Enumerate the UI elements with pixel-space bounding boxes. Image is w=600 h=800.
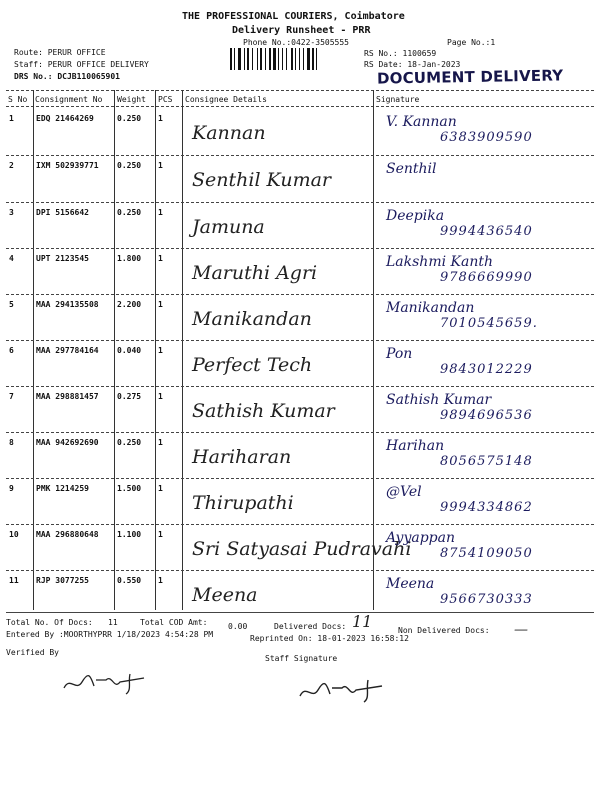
barcode-bar	[238, 48, 241, 70]
row-sno: 7	[9, 392, 14, 401]
verified-by-label: Verified By	[6, 648, 59, 657]
row-pcs: 1	[158, 484, 163, 493]
barcode-bar	[260, 48, 262, 70]
barcode-bar	[273, 48, 276, 70]
delivered-value: 11	[352, 612, 373, 631]
row-pcs: 1	[158, 392, 163, 401]
row-sno: 11	[9, 576, 19, 585]
row-weight: 0.250	[117, 208, 142, 217]
row-sno: 8	[9, 438, 14, 447]
barcode-bar	[299, 48, 300, 70]
row-consignee: Jamuna	[192, 216, 265, 238]
barcode	[230, 48, 354, 70]
staff: Staff: PERUR OFFICE DELIVERY	[14, 60, 149, 69]
reprinted-on: Reprinted On: 18-01-2023 16:58:12	[250, 634, 409, 643]
drs-number: DRS No.: DCJB110065901	[14, 72, 120, 81]
row-consignment-no: DPI 5156642	[36, 208, 89, 217]
verified-by-signature	[60, 668, 160, 696]
row-pcs: 1	[158, 300, 163, 309]
barcode-bar	[269, 48, 271, 70]
row-pcs: 1	[158, 576, 163, 585]
row-sno: 2	[9, 161, 14, 170]
row-weight: 0.250	[117, 438, 142, 447]
row-weight: 1.500	[117, 484, 142, 493]
row-sno: 3	[9, 208, 14, 217]
barcode-bar	[307, 48, 310, 70]
barcode-bar	[252, 48, 253, 70]
row-consignment-no: MAA 294135508	[36, 300, 99, 309]
row-pcs: 1	[158, 346, 163, 355]
row-pcs: 1	[158, 208, 163, 217]
row-sno: 6	[9, 346, 14, 355]
barcode-bar	[230, 48, 232, 70]
row-weight: 0.040	[117, 346, 142, 355]
row-consignment-no: IXM 502939771	[36, 161, 99, 170]
barcode-bar	[257, 48, 258, 70]
delivered-label: Delivered Docs:	[274, 622, 347, 631]
row-consignment-no: MAA 297784164	[36, 346, 99, 355]
row-signature-name: Deepika	[386, 208, 445, 224]
row-divider	[6, 478, 594, 479]
row-consignment-no: MAA 298881457	[36, 392, 99, 401]
col-pcs: PCS	[158, 95, 173, 104]
row-pcs: 1	[158, 530, 163, 539]
row-consignment-no: RJP 3077255	[36, 576, 89, 585]
row-consignee: Senthil Kumar	[192, 169, 332, 191]
row-consignment-no: MAA 296880648	[36, 530, 99, 539]
row-weight: 0.250	[117, 161, 142, 170]
row-signature-name: @Vel	[386, 484, 422, 500]
row-consignment-no: EDQ 21464269	[36, 114, 94, 123]
row-consignee: Sathish Kumar	[192, 400, 335, 422]
barcode-bar	[265, 48, 266, 70]
non-delivered-value: —	[514, 622, 528, 638]
row-weight: 1.100	[117, 530, 142, 539]
col-consignment: Consignment No	[35, 95, 103, 104]
row-consignee: Sri Satyasai Pudravahi	[192, 538, 412, 560]
row-signature-name: Sathish Kumar	[386, 392, 492, 408]
row-weight: 2.200	[117, 300, 142, 309]
company-name: THE PROFESSIONAL COURIERS, Coimbatore	[182, 11, 405, 22]
row-consignment-no: MAA 942692690	[36, 438, 99, 447]
row-signature-name: Meena	[386, 576, 435, 592]
phone-number: Phone No.:0422-3505555	[243, 38, 349, 47]
row-pcs: 1	[158, 114, 163, 123]
row-weight: 0.250	[117, 114, 142, 123]
barcode-bar	[286, 48, 287, 70]
row-consignee: Thirupathi	[192, 492, 294, 514]
barcode-bar	[278, 48, 279, 70]
non-delivered-label: Non Delivered Docs:	[398, 626, 490, 635]
row-signature-name: Ayyappan	[386, 530, 455, 546]
row-consignment-no: UPT 2123545	[36, 254, 89, 263]
sheet-title: Delivery Runsheet - PRR	[232, 25, 371, 36]
row-consignee: Perfect Tech	[192, 354, 313, 376]
barcode-bar	[312, 48, 314, 70]
row-signature-phone: 9994334862	[440, 500, 533, 515]
total-docs-value: 11	[108, 618, 118, 627]
row-signature-name: Lakshmi Kanth	[386, 254, 493, 270]
cod-label: Total COD Amt:	[140, 618, 208, 627]
row-sno: 5	[9, 300, 14, 309]
row-consignee: Hariharan	[192, 446, 292, 468]
total-docs-label: Total No. Of Docs:	[6, 618, 93, 627]
cod-value: 0.00	[228, 622, 248, 631]
row-sno: 1	[9, 114, 14, 123]
row-divider	[6, 340, 594, 341]
row-sno: 4	[9, 254, 14, 263]
row-pcs: 1	[158, 161, 163, 170]
barcode-bar	[291, 48, 293, 70]
row-signature-phone: 6383909590	[440, 130, 533, 145]
row-signature-phone: 9566730333	[440, 592, 533, 607]
row-weight: 0.275	[117, 392, 142, 401]
barcode-bar	[316, 48, 317, 70]
barcode-bar	[282, 48, 283, 70]
row-signature-phone: 8754109050	[440, 546, 533, 561]
row-signature-phone: 9843012229	[440, 362, 533, 377]
entered-by: Entered By :MOORTHYPRR 1/18/2023 4:54:28 PM	[6, 630, 214, 639]
row-signature-phone: 9894696536	[440, 408, 533, 423]
row-signature-phone: 9994436540	[440, 224, 533, 239]
row-pcs: 1	[158, 438, 163, 447]
row-divider	[6, 524, 594, 525]
row-signature-phone: 9786669990	[440, 270, 533, 285]
row-signature-name: Manikandan	[386, 300, 475, 316]
row-signature-name: Pon	[386, 346, 413, 362]
row-signature-name: Senthil	[386, 161, 437, 177]
rs-number: RS No.: 1100659	[364, 49, 437, 58]
row-consignee: Meena	[192, 584, 258, 606]
col-signature: Signature	[376, 95, 420, 104]
col-sno: S No	[8, 95, 28, 104]
row-weight: 1.800	[117, 254, 142, 263]
row-divider	[6, 294, 594, 295]
barcode-bar	[244, 48, 245, 70]
row-signature-phone: 7010545659.	[440, 316, 538, 331]
row-divider	[6, 386, 594, 387]
row-signature-name: V. Kannan	[386, 114, 457, 130]
rs-date: RS Date: 18-Jan-2023	[364, 60, 461, 69]
row-divider	[6, 248, 594, 249]
row-divider	[6, 570, 594, 571]
row-consignee: Maruthi Agri	[192, 262, 318, 284]
staff-signature	[296, 674, 396, 704]
row-divider	[6, 155, 594, 156]
route: Route: PERUR OFFICE	[14, 48, 106, 57]
document-delivery-stamp: DOCUMENT DELIVERY	[376, 66, 564, 88]
staff-signature-label: Staff Signature	[265, 654, 338, 663]
row-divider	[6, 202, 594, 203]
barcode-bar	[234, 48, 235, 70]
row-pcs: 1	[158, 254, 163, 263]
row-sno: 10	[9, 530, 19, 539]
row-signature-phone: 8056575148	[440, 454, 533, 469]
row-consignment-no: PMK 1214259	[36, 484, 89, 493]
row-weight: 0.550	[117, 576, 142, 585]
barcode-bar	[303, 48, 304, 70]
row-consignee: Manikandan	[192, 308, 312, 330]
row-sno: 9	[9, 484, 14, 493]
row-divider	[6, 432, 594, 433]
row-signature-name: Harihan	[386, 438, 445, 454]
row-consignee: Kannan	[192, 122, 266, 144]
col-weight: Weight	[117, 95, 146, 104]
barcode-bar	[295, 48, 296, 70]
page-number: Page No.:1	[447, 38, 496, 47]
barcode-bar	[247, 48, 249, 70]
col-consignee: Consignee Details	[185, 95, 267, 104]
